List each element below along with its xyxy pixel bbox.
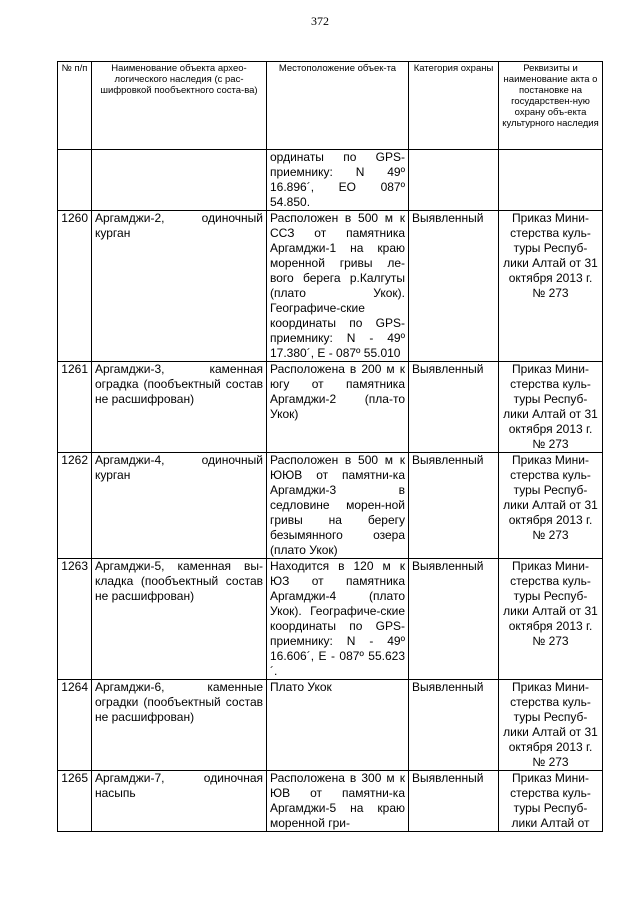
row-name: Аргамджи-3, каменная оградка (пообъектный состав не расшифрован)	[92, 362, 267, 453]
row-category: Выявленный	[409, 362, 499, 453]
row-number: 1265	[58, 771, 92, 832]
heritage-registry-table	[57, 61, 603, 832]
table-row	[58, 362, 603, 453]
row-act: Приказ Мини-стерства куль-туры Респуб-лики Алтай от 31 октября 2013 г. № 273	[499, 211, 603, 362]
table-row	[58, 559, 603, 680]
row-name: Аргамджи-2, одиночный курган	[92, 211, 267, 362]
column-header-category: Категория охраны	[409, 62, 499, 150]
column-header-name: Наименование объекта архео-логического наследия (с рас-шифровкой пообъектного соста-ва)	[92, 62, 267, 150]
table-row	[58, 453, 603, 559]
row-location: ординаты по GPS-приемнику: N 49º 16.896´, ЕО 087º 54.850.	[267, 150, 409, 211]
row-location: Находится в 120 м к ЮЗ от памятника Аргамджи-4 (плато Укок). Географиче-ские координаты по GPS-приемнику: N - 49º 16.606´, Е - 087º 55.623´.	[267, 559, 409, 680]
row-category	[409, 150, 499, 211]
row-category: Выявленный	[409, 211, 499, 362]
row-act: Приказ Мини-стерства куль-туры Респуб-лики Алтай от 31 октября 2013 г. № 273	[499, 362, 603, 453]
row-location: Расположена в 300 м к ЮВ от памятни-ка Аргамджи-5 на краю моренной гри-	[267, 771, 409, 832]
row-act: Приказ Мини-стерства куль-туры Респуб-лики Алтай от 31 октября 2013 г. № 273	[499, 453, 603, 559]
row-act	[499, 150, 603, 211]
row-category: Выявленный	[409, 680, 499, 771]
table-header-row	[58, 62, 603, 150]
row-name: Аргамджи-7, одиночная насыпь	[92, 771, 267, 832]
table-row	[58, 771, 603, 832]
row-category: Выявленный	[409, 771, 499, 832]
row-location: Расположена в 200 м к югу от памятника Аргамджи-2 (пла-то Укок)	[267, 362, 409, 453]
row-category: Выявленный	[409, 453, 499, 559]
column-header-act: Реквизиты и наименование акта о постановке на государствен-ную охрану объ-екта культурного наследия	[499, 62, 603, 150]
row-name	[92, 150, 267, 211]
row-name: Аргамджи-5, каменная вы-кладка (пообъектный состав не расшифрован)	[92, 559, 267, 680]
row-number	[58, 150, 92, 211]
row-category: Выявленный	[409, 559, 499, 680]
row-number: 1261	[58, 362, 92, 453]
row-location: Расположен в 500 м к ССЗ от памятника Аргамджи-1 на краю моренной гривы ле-вого берега р.Калгуты (плато Укок). Географиче-ские координаты по GPS- приемнику: N - 49º 17.380´, Е - 087º 55.010	[267, 211, 409, 362]
row-act: Приказ Мини-стерства куль-туры Респуб-лики Алтай от	[499, 771, 603, 832]
column-header-location: Местоположение объек-та	[267, 62, 409, 150]
row-number: 1262	[58, 453, 92, 559]
row-act: Приказ Мини-стерства куль-туры Респуб-лики Алтай от 31 октября 2013 г. № 273	[499, 559, 603, 680]
row-name: Аргамджи-6, каменные оградки (пообъектный состав не расшифрован)	[92, 680, 267, 771]
row-number: 1264	[58, 680, 92, 771]
table-row	[58, 211, 603, 362]
row-act: Приказ Мини-стерства куль-туры Респуб-лики Алтай от 31 октября 2013 г. № 273	[499, 680, 603, 771]
table-row	[58, 150, 603, 211]
row-location: Плато Укок	[267, 680, 409, 771]
row-number: 1260	[58, 211, 92, 362]
row-name: Аргамджи-4, одиночный курган	[92, 453, 267, 559]
table-row	[58, 680, 603, 771]
column-header-number: № п/п	[58, 62, 92, 150]
row-location: Расположен в 500 м к ЮЮВ от памятни-ка Аргамджи-3 в седловине морен-ной гривы на берегу безымянного озера (плато Укок)	[267, 453, 409, 559]
page-number: 372	[311, 14, 329, 28]
row-number: 1263	[58, 559, 92, 680]
